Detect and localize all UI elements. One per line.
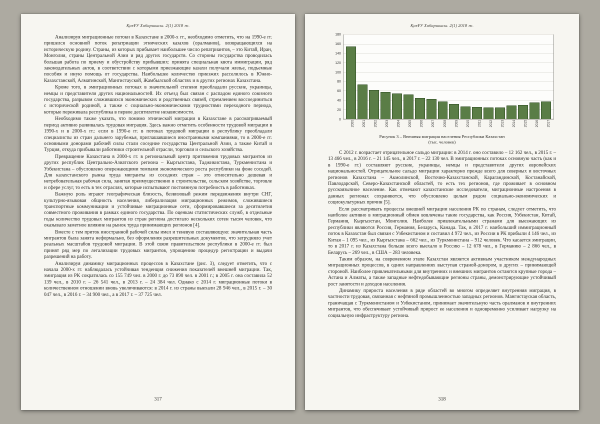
page-number-318: 318: [438, 396, 446, 402]
paragraph: Необходимо также указать, что помимо этнической миграции в Казахстане в рассматриваемый период активно развивалась трудовая миграция. Здесь важно отметить особенности трудовой миграции в 1990-х и в 2000-х гг.: если в 1990-е гг. в потоках трудовой миграции в республику преобладали специалисты из стран дальнего зарубежья, приглашавшиеся иностранными компаниями, то в 2000-е гг. основными донорами рабочей силы стали соседние государства Центральной Азии, а также Китай и Турция, откуда прибывали работники строительной отрасли, торговли и сельского хозяйства.: [44, 116, 272, 153]
paragraph: Анализируя миграционные потоки в Казахстане в 2000-х гг., необходимо отметить, что на 1990-е гг. пришелся основной поток репатриации этнических казахов (оралманов), возвращающихся на историческую родину. Страны, из которых прибывает наибольшее число репатриантов, – это Китай, Иран, Монголия, страны Центральной Азии и ряд других государств. Со стороны государства проводилась большая работа по приему и обустройству прибывших: принята специальная квота иммиграции, ряд законодательных актов, в соответствии с которыми приезжающие казахи получали жилье, подъемные пособия и иную помощь от государства. Наибольшее количество приезжих расселилось в Южно-Казахстанской, Алматинской, Мангистауской, Жамбылской областях и в других регионах Казахстана.: [44, 34, 272, 84]
x-tick-label: 2011: [477, 120, 482, 127]
paragraph: Вместе с тем приток иностранной рабочей силы имел и теневую составляющую: значительная часть мигрантов была занята неформально, без оформления разрешительных документов, что затрудняло учет реальных масштабов трудовой миграции. В этой связи правительством республики в 2000-е гг. был принят ряд мер по легализации трудовых мигрантов, упрощению процедур регистрации и выдачи разрешений на работу.: [44, 229, 272, 260]
bar-2010: [461, 107, 471, 119]
bar-2012: [484, 107, 494, 119]
x-tick-label: 2016: [535, 120, 540, 128]
y-tick-label: 40: [337, 98, 341, 103]
x-tick-label: 2003: [385, 120, 390, 128]
x-tick-label: 2008: [443, 120, 447, 128]
bar-2001: [357, 85, 367, 119]
x-tick-label: 2006: [420, 120, 424, 128]
bar-series: [344, 35, 554, 119]
page-317-content: [21, 14, 295, 410]
x-tick-label: 2012: [489, 120, 493, 128]
x-tick-label: 2002: [374, 120, 378, 128]
bar-2011: [472, 107, 482, 119]
paragraph: Анализируя динамику миграционных процессов в Казахстане (рис. 3), следует отметить, что с начала 2000-х гг. наблюдалась устойчивая тенденция снижения показателей внешней миграции. Так, эмиграция из РК сократилась со 155 749 чел. в 2000 г. до 73 890 чел. в 2001 г.; в 2005 г. она составила 52 139 чел., в 2010 г. – 26 541 чел., в 2013 г. – 24 384 чел. Однако с 2014 г. миграционные потоки в количественном отношении вновь увеличиваются: в 2014 г. из страны выехали 28 946 чел., в 2015 г. – 30 047 чел., в 2016 г. – 34 900 чел., а в 2017 г. – 37 725 чел.: [44, 260, 272, 298]
paragraph: Кроме того, в эмиграционных потоках в значительной степени преобладали русские, украинцы, немцы и представители других национальностей. Их отъезд был связан с распадом единого союзного государства, разрывом сложившихся экономических и родственных связей, стремлением воссоединиться с исторической родиной, а также с социально-экономическими трудностями переходного периода, которые переживала республика в первое десятилетие независимости.: [44, 84, 272, 115]
running-head: ҚазҰУ Хабаршысы. 2(1) 2018 ж.: [410, 23, 474, 28]
bar-2008: [438, 101, 448, 119]
y-tick-label: 60: [337, 89, 341, 93]
bar-2015: [518, 105, 528, 119]
x-tick-label: 2013: [500, 120, 505, 128]
y-tick-label: 0: [339, 117, 341, 122]
bar-2016: [530, 103, 540, 119]
chart-area: [330, 32, 554, 122]
y-tick-label: 80: [337, 79, 341, 84]
x-tick-label: 2015: [523, 120, 528, 128]
bar-2007: [426, 99, 436, 119]
bar-2013: [495, 108, 505, 119]
figure-caption: [330, 134, 554, 145]
running-head: ҚазҰУ Хабаршысы. 2(1) 2018 ж.: [126, 23, 190, 28]
figure-3-migration-bar-chart: [330, 32, 554, 146]
paragraph: С 2012 г. возрастает отрицательное сальдо миграции: в 2014 г. оно составило – 12 162 чел., в 2015 г. – 13 466 чел., в 2016 г. – 21 145 чел., в 2017 г. – 22 130 чел. В эмиграционных потоках основную часть (как и в 1990-е гг.) составляют русские, украинцы, немцы и представители других европейских национальностей. Отрицательное сальдо миграции характерно прежде всего для северных и восточных регионов Казахстана – Акмолинской, Восточно-Казахстанской, Карагандинской, Костанайской, Павлодарской, Северо-Казахстанской областей, то есть тех регионов, где проживает в основном русскоязычное население. Как отмечают казахстанские исследователи, миграционные настроения в данных регионах сохраняются, что обусловлено целым рядом социально-экономических и социокультурных причин [5].: [328, 150, 556, 206]
paragraph: Таким образом, на современном этапе Казахстан является активным участником международных миграционных процессов, в одних направлениях выступая страной-донором, в других – принимающей стороной. Наиболее привлекательными для внутренних и внешних мигрантов остаются крупные города – Астана и Алматы, а также западные нефтедобывающие регионы страны, демонстрирующие устойчивый рост занятости и доходов населения.: [328, 256, 556, 287]
paragraph: Если рассматривать процессы внешней миграции населения РК по странам, следует отметить, что наиболее активно в миграционный обмен вовлечены такие государства, как Россия, Узбекистан, Китай, Германия, Кыргызстан, Монголия. Наиболее привлекательными странами для выезжающих из республики являются Россия, Германия, Беларусь, Канада. Так, в 2017 г. наибольший иммиграционный поток в Казахстан был связан с Узбекистаном и составил 4 972 чел., из России в РК прибыли 4 146 чел., из Китая – 1 095 чел., из Кыргызстана – 662 чел., из Туркменистана – 912 человек. Что касается эмиграции, то в 2017 г. из Казахстана больше всего выехало в Россию – 12 678 чел., в Германию – 2 866 чел., в Беларусь – 269 чел., в США – 283 человека.: [328, 206, 556, 256]
paragraph: Важную роль играют географическая близость, безвизовый режим передвижения внутри СНГ, культурно-языковая общность населения, либерализация миграционных режимов, сложившиеся транспортные коммуникации и устойчивые миграционные сети, сформировавшиеся за десятилетия совместного проживания в рамках единого государства. По оценкам статистических служб, в отдельные годы количество трудовых мигрантов из стран региона достигало нескольких сотен тысяч человек, что оказывало заметное влияние на рынок труда принимающих регионов [4].: [44, 191, 272, 229]
x-tick-label: 2000: [351, 120, 355, 128]
x-tick-label: 2009: [454, 120, 459, 128]
figure-caption-line1: Рисунок 3 – Внешняя миграция населения Республики Казахстан: [379, 134, 505, 139]
bar-2005: [403, 95, 413, 119]
chart-plot-area: [343, 35, 554, 120]
bar-2003: [380, 92, 390, 119]
paragraph: Превращение Казахстана в 2000-х гг. в региональный центр притяжения трудовых мигрантов из других республик Центрально-Азиатского региона – Кыргызстана, Таджикистана, Туркменистана и Узбекистана – обусловлено опережающими темпами экономического роста республики на фоне соседей. Для казахстанского рынка труда мигранты из соседних стран – это относительно дешевая и нетребовательная рабочая сила, занятая преимущественно в строительстве, сельском хозяйстве, торговле и сфере услуг, то есть в тех отраслях, которые испытывают постоянную потребность в работниках.: [44, 153, 272, 191]
x-tick-label: 2014: [512, 120, 516, 128]
x-tick-label: 2005: [408, 120, 413, 128]
chart-x-axis: [343, 120, 554, 132]
page-317-body-text: [44, 35, 272, 299]
page-number-317: 317: [154, 396, 162, 402]
bar-2009: [449, 104, 459, 119]
x-tick-label: 2004: [397, 120, 401, 128]
page-318-content: [305, 14, 579, 410]
bar-2000: [346, 46, 356, 119]
y-tick-label: 20: [337, 108, 341, 112]
page-317: [21, 14, 295, 410]
y-tick-label: 120: [335, 61, 341, 65]
bar-2017: [541, 101, 551, 119]
x-tick-label: 2001: [362, 120, 367, 128]
bar-2006: [415, 98, 425, 119]
x-tick-label: 2010: [466, 120, 470, 128]
figure-caption-line2: (тыс. человек): [428, 139, 456, 145]
bar-2002: [369, 90, 379, 119]
paragraph: Динамику прироста населения в ряде областей во многом определяет внутренняя миграция, в частности трудовая, связанная с нефтяной промышленностью западных регионов. Мангистауская область, граничащая с Туркменистаном и Узбекистаном, принимает значительную часть оралманов и внутренних мигрантов, что обеспечивает устойчивый прирост ее населения и одновременно усиливает нагрузку на социальную инфраструктуру региона.: [328, 287, 556, 319]
page-318: [305, 14, 579, 410]
x-tick-label: 2007: [431, 120, 436, 128]
page-318-body-text: [328, 150, 556, 319]
y-tick-label: 140: [335, 51, 341, 56]
bar-2004: [392, 93, 402, 119]
y-tick-label: 180: [335, 32, 341, 37]
y-tick-label: 100: [335, 70, 341, 75]
x-tick-label: 2017: [547, 120, 551, 128]
chart-y-axis: [330, 32, 343, 122]
y-tick-label: 160: [335, 42, 341, 46]
bar-2014: [507, 106, 517, 119]
